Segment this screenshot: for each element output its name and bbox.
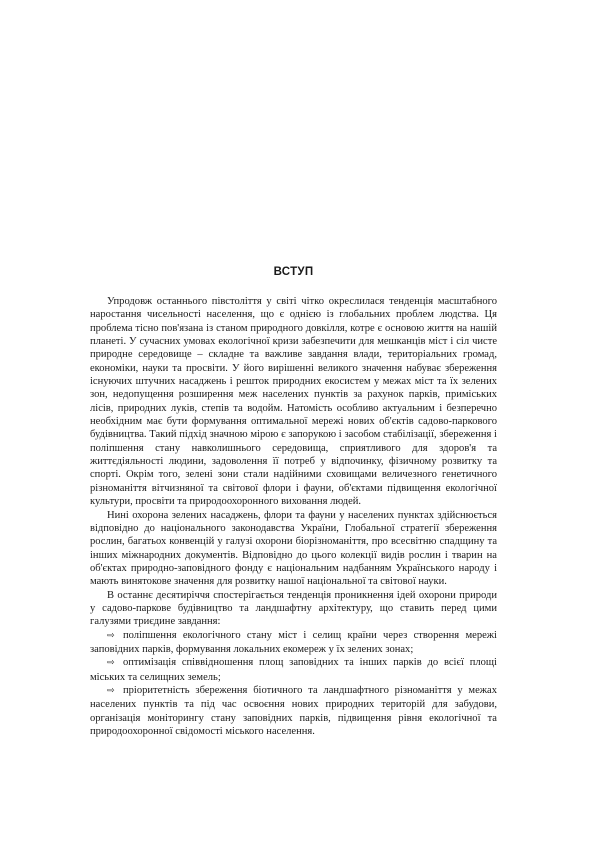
bullet-item-1	[90, 629, 497, 657]
paragraph-intro: Упродовж останнього півстоліття у світі чітко окреслилася тенденція масштабного наростання чисельності населення, що є однією із глобальних проблем людства. Ця проблема тісно пов'язана із станом природного довкілля, котре є основою життя на нашій планеті. У сучасних умовах екологічної кризи забезпечити для мешканців міст і сіл чисте природне середовище – складне та важливе завдання влади, територіальних громад, економіки, науки та просвіти. У його вирішенні великого значення набуває збереження існуючих штучних насаджень і решток природних екосистем у межах міст та їх зелених зон, недопущення розширення меж населених пунктів за рахунок парків, приміських лісів, природних луків, степів та водойм. Натомість особливо актуальним і безперечно необхідним має бути формування оптимальної мережі нових об'єктів садово-паркового будівництва. Такий підхід значною мірою є запорукою і засобом стабілізації, збереження і поліпшення стану навколишнього середовища, сприятливого для здоров'я та життєдіяльності людини, задоволення її потреб у відпочинку, фізичному розвитку та спорті. Окрім того, зелені зони стали надійними сховищами величезного генетичного різноманіття вітчизняної та світової флори і фауни, об'єктами підвищення екологічної культури, просвіти та природоохоронного виховання людей.	[90, 296, 497, 508]
paragraph-protection: Нині охорона зелених насаджень, флори та фауни у населених пунктах здійснюється відповідно до національного законодавства України, Глобальної стратегії збереження рослин, багатьох конвенцій у галузі охорони біорізноманіття, про всесвітню спадщину та інших міжнародних документів. Відповідно до цього колекції видів рослин і тварин на об'єктах природно-заповідного фонду є національним надбанням Українського народу і мають винятокове значення для розвитку нашої національної та світової науки.	[90, 509, 497, 588]
paragraph-tasks: В останнє десятиріччя спостерігається тенденція проникнення ідей охорони природи у садово-паркове будівництво та ландшафтну архітектуру, що ставить перед цими галузями триєдине завдання:	[90, 589, 497, 628]
right-arrow-icon: ⇨	[107, 685, 115, 696]
bullet-item-3	[90, 684, 497, 738]
right-arrow-icon: ⇨	[107, 630, 115, 641]
bullet-item-2	[90, 656, 497, 684]
bullet-text: пріоритетність збереження біотичного та ландшафтного різноманіття у межах населених пунктів та під час освоєння нових природних територій для забудови, організація моніторингу стану заповідних парків, підвищення рівня екологічної та природоохоронної свідомості міського населення.	[90, 684, 497, 737]
bullet-text: оптимізація співвідношення площ заповідних та інших парків до всієї площі міських та селищних земель;	[90, 657, 497, 683]
page-content	[90, 266, 497, 738]
bullet-text: поліпшення екологічного стану міст і селищ країни через створення мережі заповідних парків, формування локальних екомереж у їх зелених зонах;	[90, 629, 497, 655]
section-title: ВСТУП	[273, 266, 314, 278]
right-arrow-icon: ⇨	[107, 658, 115, 669]
